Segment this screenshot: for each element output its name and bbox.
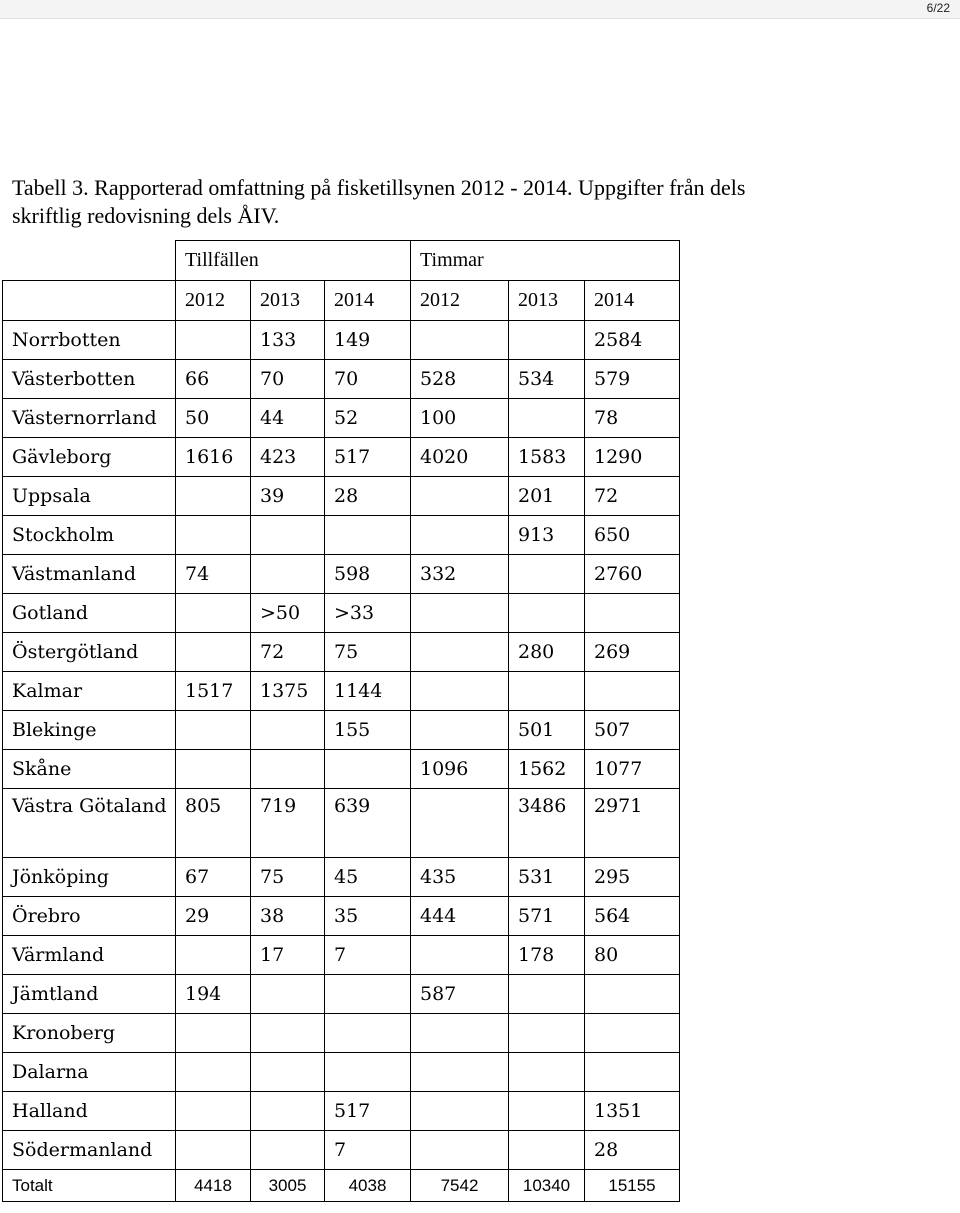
value-cell <box>176 1131 251 1170</box>
year-header: 2012 <box>411 281 509 321</box>
value-cell: 587 <box>411 975 509 1014</box>
table-caption: Tabell 3. Rapporterad omfattning på fisketillsynen 2012 - 2014. Uppgifter från dels skriftlig redovisning dels ÅIV. <box>12 175 746 228</box>
table-row <box>3 555 680 594</box>
value-cell: 507 <box>585 711 680 750</box>
value-cell: 1077 <box>585 750 680 789</box>
year-header-row <box>3 281 680 321</box>
value-cell <box>509 975 585 1014</box>
table-row <box>3 516 680 555</box>
value-cell <box>411 594 509 633</box>
value-cell <box>411 321 509 360</box>
table-row <box>3 1131 680 1170</box>
value-cell: 598 <box>325 555 411 594</box>
region-cell: Jönköping <box>3 858 176 897</box>
value-cell: 74 <box>176 555 251 594</box>
table-row <box>3 672 680 711</box>
value-cell <box>251 750 325 789</box>
value-cell <box>176 321 251 360</box>
value-cell <box>325 750 411 789</box>
region-cell: Värmland <box>3 936 176 975</box>
value-cell: 571 <box>509 897 585 936</box>
table-row <box>3 321 680 360</box>
value-cell: 28 <box>585 1131 680 1170</box>
value-cell: 1562 <box>509 750 585 789</box>
value-cell: 3486 <box>509 789 585 858</box>
value-cell <box>585 1014 680 1053</box>
value-cell: 44 <box>251 399 325 438</box>
region-cell: Norrbotten <box>3 321 176 360</box>
value-cell <box>509 1131 585 1170</box>
value-cell: 75 <box>251 858 325 897</box>
year-header: 2012 <box>176 281 251 321</box>
value-cell <box>251 1014 325 1053</box>
region-cell: Gävleborg <box>3 438 176 477</box>
value-cell <box>325 516 411 555</box>
value-cell: 7 <box>325 936 411 975</box>
region-cell: Västmanland <box>3 555 176 594</box>
value-cell <box>251 1131 325 1170</box>
region-cell: Västernorrland <box>3 399 176 438</box>
value-cell: 517 <box>325 438 411 477</box>
table-row <box>3 1014 680 1053</box>
value-cell <box>176 594 251 633</box>
region-cell: Västerbotten <box>3 360 176 399</box>
year-header: 2013 <box>251 281 325 321</box>
value-cell <box>325 975 411 1014</box>
value-cell: 70 <box>251 360 325 399</box>
value-cell <box>509 1053 585 1092</box>
value-cell: 2971 <box>585 789 680 858</box>
value-cell: 1290 <box>585 438 680 477</box>
value-cell <box>411 633 509 672</box>
value-cell: 1351 <box>585 1092 680 1131</box>
value-cell: 564 <box>585 897 680 936</box>
value-cell: 579 <box>585 360 680 399</box>
value-cell <box>585 1053 680 1092</box>
region-cell: Västra Götaland <box>3 789 176 858</box>
viewer-toolbar <box>0 0 960 19</box>
region-cell: Gotland <box>3 594 176 633</box>
value-cell: 517 <box>325 1092 411 1131</box>
value-cell <box>509 672 585 711</box>
value-cell: 528 <box>411 360 509 399</box>
value-cell <box>585 975 680 1014</box>
value-cell: 639 <box>325 789 411 858</box>
value-cell <box>411 1131 509 1170</box>
region-cell: Blekinge <box>3 711 176 750</box>
value-cell <box>411 477 509 516</box>
inspection-table <box>2 240 680 1202</box>
value-cell <box>176 1014 251 1053</box>
value-cell <box>411 516 509 555</box>
value-cell: 50 <box>176 399 251 438</box>
table-row <box>3 975 680 1014</box>
value-cell: 269 <box>585 633 680 672</box>
table-row <box>3 360 680 399</box>
value-cell <box>325 1014 411 1053</box>
value-cell <box>411 672 509 711</box>
value-cell <box>176 1092 251 1131</box>
value-cell: 295 <box>585 858 680 897</box>
value-cell: 201 <box>509 477 585 516</box>
region-cell: Kronoberg <box>3 1014 176 1053</box>
value-cell <box>509 555 585 594</box>
total-value-cell: 4038 <box>325 1170 411 1202</box>
value-cell <box>411 1092 509 1131</box>
region-cell: Östergötland <box>3 633 176 672</box>
region-cell: Uppsala <box>3 477 176 516</box>
value-cell <box>176 516 251 555</box>
value-cell <box>251 1053 325 1092</box>
value-cell: 1583 <box>509 438 585 477</box>
value-cell: 39 <box>251 477 325 516</box>
table-row <box>3 711 680 750</box>
table-row <box>3 594 680 633</box>
value-cell <box>176 633 251 672</box>
value-cell: 194 <box>176 975 251 1014</box>
value-cell <box>411 789 509 858</box>
value-cell: 4020 <box>411 438 509 477</box>
value-cell <box>411 1014 509 1053</box>
region-cell: Södermanland <box>3 1131 176 1170</box>
region-cell: Dalarna <box>3 1053 176 1092</box>
value-cell: 78 <box>585 399 680 438</box>
value-cell: 719 <box>251 789 325 858</box>
value-cell <box>585 672 680 711</box>
value-cell: 501 <box>509 711 585 750</box>
value-cell: 435 <box>411 858 509 897</box>
value-cell: 178 <box>509 936 585 975</box>
value-cell <box>176 750 251 789</box>
total-label: Totalt <box>3 1170 176 1202</box>
table-row <box>3 1053 680 1092</box>
value-cell <box>251 1092 325 1131</box>
value-cell: >33 <box>325 594 411 633</box>
value-cell <box>411 936 509 975</box>
table-row <box>3 750 680 789</box>
value-cell: 80 <box>585 936 680 975</box>
value-cell <box>176 711 251 750</box>
table-row <box>3 399 680 438</box>
value-cell: 280 <box>509 633 585 672</box>
table-row <box>3 633 680 672</box>
value-cell: 67 <box>176 858 251 897</box>
value-cell <box>509 594 585 633</box>
region-cell: Stockholm <box>3 516 176 555</box>
value-cell: 2760 <box>585 555 680 594</box>
value-cell: 75 <box>325 633 411 672</box>
value-cell: 45 <box>325 858 411 897</box>
value-cell: 100 <box>411 399 509 438</box>
region-cell: Skåne <box>3 750 176 789</box>
value-cell: >50 <box>251 594 325 633</box>
value-cell <box>411 1053 509 1092</box>
table-row <box>3 438 680 477</box>
value-cell: 913 <box>509 516 585 555</box>
region-cell: Örebro <box>3 897 176 936</box>
total-value-cell: 10340 <box>509 1170 585 1202</box>
value-cell: 17 <box>251 936 325 975</box>
value-cell: 52 <box>325 399 411 438</box>
value-cell <box>251 711 325 750</box>
value-cell: 423 <box>251 438 325 477</box>
value-cell <box>251 975 325 1014</box>
total-value-cell: 7542 <box>411 1170 509 1202</box>
value-cell: 1517 <box>176 672 251 711</box>
value-cell: 149 <box>325 321 411 360</box>
value-cell: 35 <box>325 897 411 936</box>
value-cell: 7 <box>325 1131 411 1170</box>
value-cell: 70 <box>325 360 411 399</box>
value-cell: 805 <box>176 789 251 858</box>
table-row <box>3 858 680 897</box>
value-cell <box>585 594 680 633</box>
value-cell <box>411 711 509 750</box>
value-cell: 1144 <box>325 672 411 711</box>
value-cell: 332 <box>411 555 509 594</box>
table-row <box>3 936 680 975</box>
value-cell <box>509 1014 585 1053</box>
value-cell <box>176 477 251 516</box>
group-header-row <box>3 241 680 281</box>
value-cell: 1375 <box>251 672 325 711</box>
value-cell: 2584 <box>585 321 680 360</box>
value-cell: 444 <box>411 897 509 936</box>
value-cell: 28 <box>325 477 411 516</box>
value-cell: 531 <box>509 858 585 897</box>
year-header: 2013 <box>509 281 585 321</box>
value-cell: 66 <box>176 360 251 399</box>
value-cell: 72 <box>585 477 680 516</box>
value-cell: 29 <box>176 897 251 936</box>
value-cell: 1096 <box>411 750 509 789</box>
total-value-cell: 4418 <box>176 1170 251 1202</box>
value-cell: 650 <box>585 516 680 555</box>
table-row <box>3 1092 680 1131</box>
page-number: 6/22 <box>926 1 950 15</box>
value-cell <box>251 516 325 555</box>
table-row <box>3 789 680 858</box>
value-cell <box>176 936 251 975</box>
value-cell: 133 <box>251 321 325 360</box>
table-row <box>3 477 680 516</box>
value-cell <box>176 1053 251 1092</box>
value-cell: 155 <box>325 711 411 750</box>
value-cell <box>509 1092 585 1131</box>
total-value-cell: 15155 <box>585 1170 680 1202</box>
group-header-tillfallen: Tillfällen <box>176 241 251 281</box>
value-cell <box>509 321 585 360</box>
value-cell: 1616 <box>176 438 251 477</box>
value-cell <box>325 1053 411 1092</box>
value-cell <box>251 555 325 594</box>
value-cell: 38 <box>251 897 325 936</box>
year-header: 2014 <box>325 281 411 321</box>
table-row <box>3 897 680 936</box>
value-cell: 534 <box>509 360 585 399</box>
year-header: 2014 <box>585 281 680 321</box>
total-row <box>3 1170 680 1202</box>
value-cell <box>509 399 585 438</box>
region-cell: Jämtland <box>3 975 176 1014</box>
total-value-cell: 3005 <box>251 1170 325 1202</box>
group-header-timmar: Timmar <box>411 241 509 281</box>
region-cell: Halland <box>3 1092 176 1131</box>
region-cell: Kalmar <box>3 672 176 711</box>
value-cell: 72 <box>251 633 325 672</box>
